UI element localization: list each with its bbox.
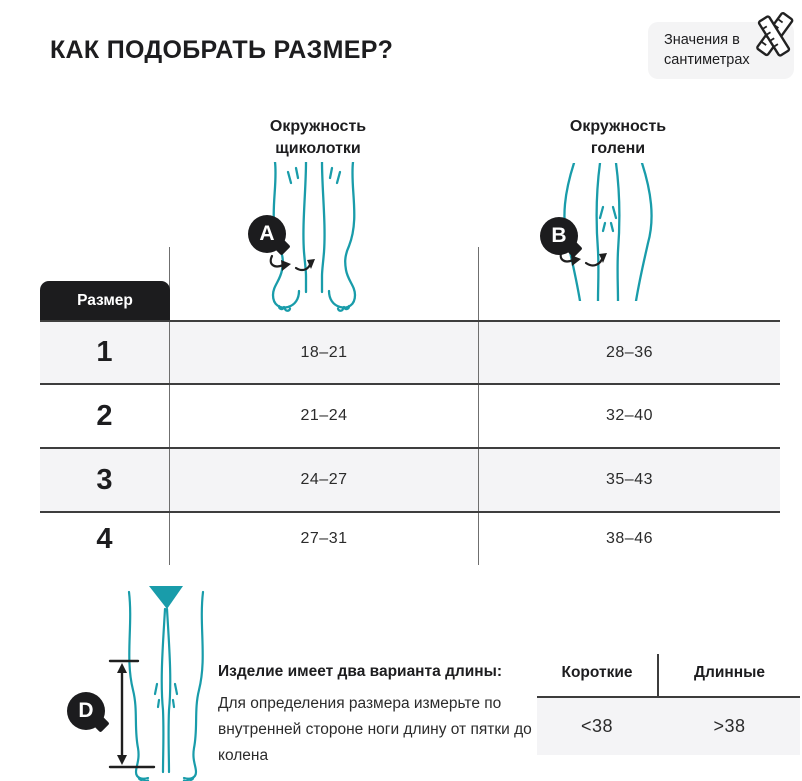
calf-value-cell: 32–40 <box>606 407 653 424</box>
ankle-measure-arrows <box>271 256 315 271</box>
units-note-text <box>664 31 750 70</box>
calf-column-header <box>518 116 718 160</box>
length-option-short-value: <38 <box>580 716 614 736</box>
ankle-value-cell: 21–24 <box>300 407 348 424</box>
calf-header-line1: Окружность <box>569 118 667 135</box>
size-cell: 1 <box>96 336 113 368</box>
units-note-line2: сантиметрах <box>664 51 750 68</box>
marker-d-badge <box>67 692 105 730</box>
marker-b-badge <box>540 217 578 255</box>
length-section-title: Изделие имеет два варианта длины: <box>218 663 503 680</box>
measuring-tape-icon <box>750 9 798 63</box>
ankle-header-line2: щиколотки <box>275 140 361 157</box>
calf-measure-arrows <box>561 251 607 266</box>
units-note-line1: Значения в <box>664 32 740 48</box>
size-cell: 4 <box>96 522 113 555</box>
ankle-value-cell: 24–27 <box>300 471 348 488</box>
marker-b-label: B <box>551 224 567 247</box>
marker-a-label: A <box>259 222 275 245</box>
ankle-header-line1: Окружность <box>269 118 367 135</box>
calf-value-cell: 28–36 <box>606 343 653 361</box>
length-option-long-header: Длинные <box>694 663 765 681</box>
length-option-short-header: Короткие <box>561 663 633 681</box>
length-section-description: Для определения размера измерьте по внутренней стороне ноги длину от пятки до колена <box>218 695 532 764</box>
size-cell: 3 <box>96 463 113 496</box>
length-measure-arrow <box>104 656 156 772</box>
length-options-table <box>537 649 800 755</box>
calf-header-line2: голени <box>590 140 646 157</box>
page-title: КАК ПОДОБРАТЬ РАЗМЕР? <box>50 36 394 64</box>
length-option-long-value: >38 <box>713 716 746 736</box>
ankle-column-header <box>218 116 418 160</box>
ankle-value-cell: 27–31 <box>300 530 348 547</box>
size-cell: 2 <box>96 399 113 432</box>
ankle-value-cell: 18–21 <box>300 343 348 361</box>
calf-value-cell: 38–46 <box>606 530 653 547</box>
marker-d-label: D <box>78 699 94 722</box>
size-table-header-tab <box>40 281 170 320</box>
calf-value-cell: 35–43 <box>606 471 653 488</box>
size-header-label: Размер <box>77 291 133 309</box>
marker-a-badge <box>248 215 286 253</box>
